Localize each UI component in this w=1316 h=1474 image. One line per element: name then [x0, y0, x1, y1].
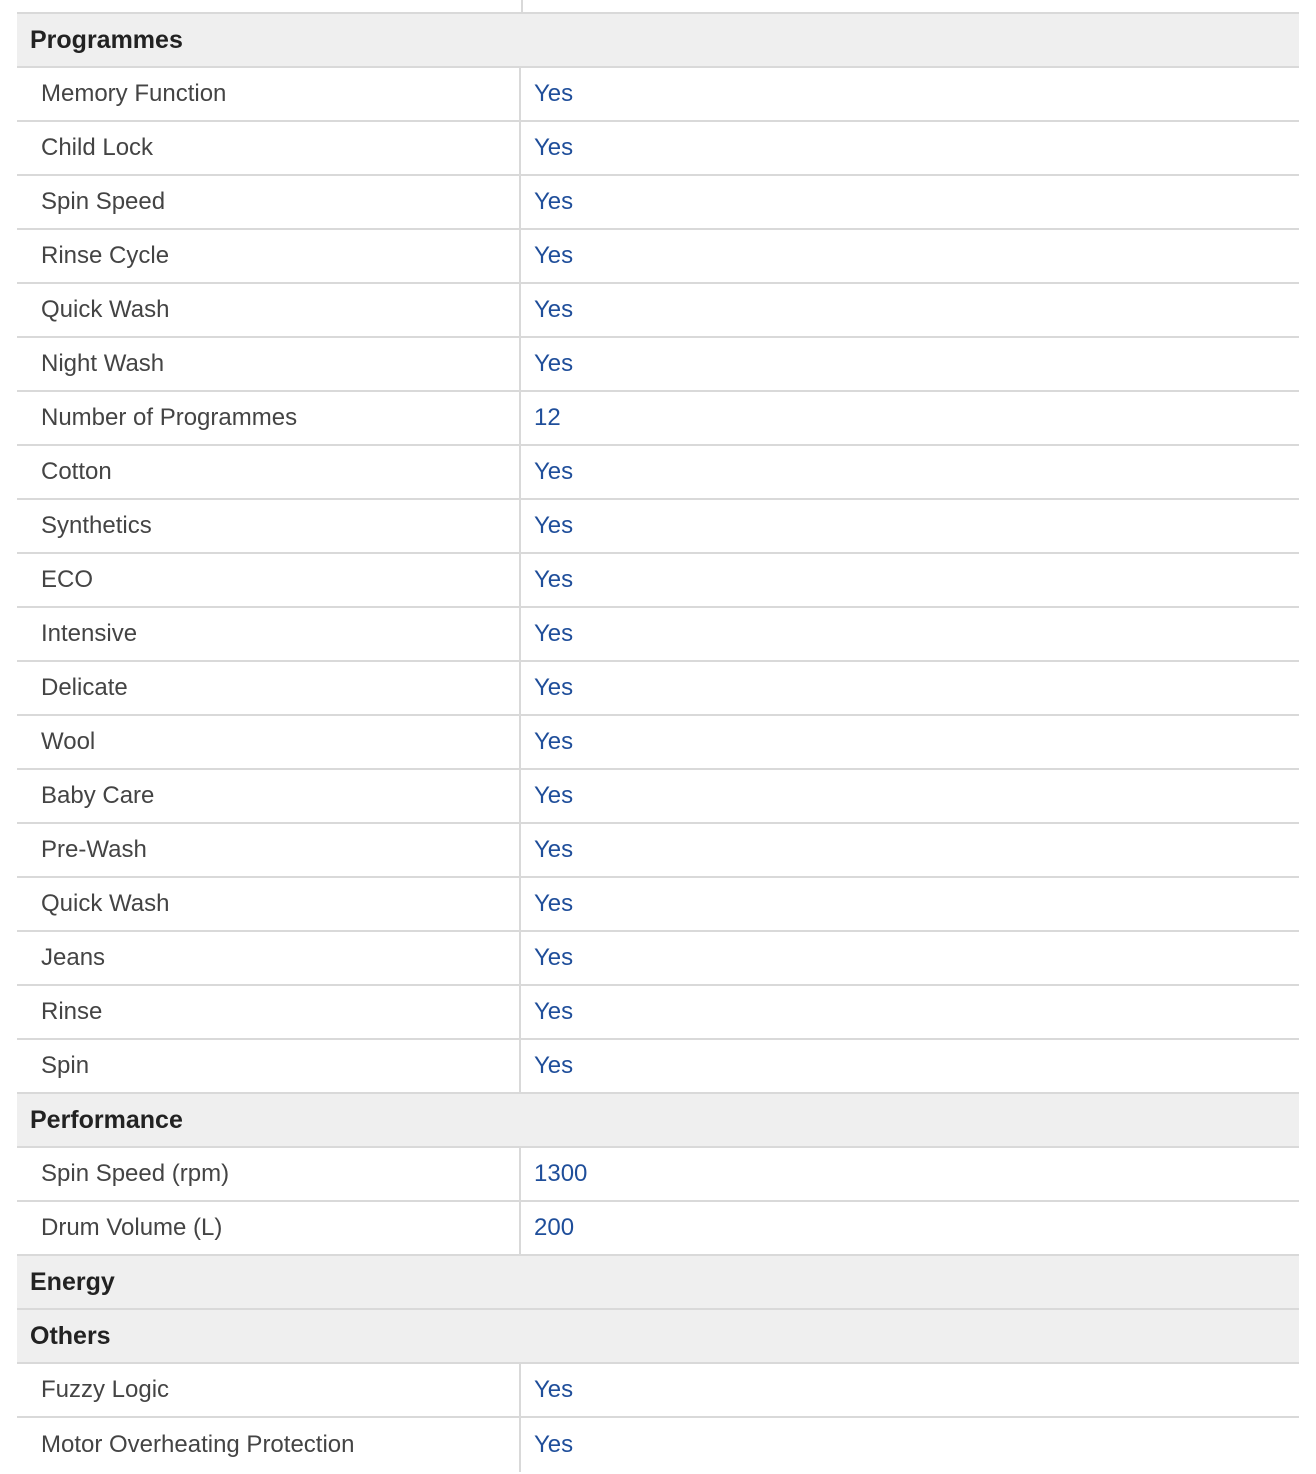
spec-row [17, 986, 1299, 1040]
spec-value: Yes [534, 1052, 574, 1079]
spec-value: Yes [534, 674, 574, 701]
spec-label: Cotton [17, 446, 521, 498]
spec-label: Child Lock [17, 122, 521, 174]
section-header: Energy [17, 1256, 1299, 1310]
spec-value: Yes [534, 620, 574, 647]
spec-value: Yes [534, 1431, 574, 1458]
spec-label: Intensive [17, 608, 521, 660]
spec-row [17, 1418, 1299, 1472]
spec-value: Yes [534, 782, 574, 809]
spec-row [17, 284, 1299, 338]
spec-row [17, 716, 1299, 770]
spec-row [17, 1040, 1299, 1094]
spec-label: Baby Care [17, 770, 521, 822]
spec-row [17, 608, 1299, 662]
spec-row [17, 932, 1299, 986]
spec-label: Night Wash [17, 338, 521, 390]
spec-label: Jeans [17, 932, 521, 984]
spec-value: Yes [534, 242, 574, 269]
section-header: Programmes [17, 14, 1299, 68]
spec-value: Yes [534, 836, 574, 863]
column-divider [521, 0, 523, 12]
table-top-edge [17, 0, 1299, 14]
spec-row [17, 176, 1299, 230]
spec-row [17, 1364, 1299, 1418]
spec-value: Yes [534, 890, 574, 917]
spec-value: 12 [534, 404, 561, 431]
spec-row [17, 338, 1299, 392]
spec-row [17, 230, 1299, 284]
spec-sections [17, 14, 1299, 1472]
spec-label: Wool [17, 716, 521, 768]
spec-label: Spin Speed (rpm) [17, 1148, 521, 1200]
spec-label: Number of Programmes [17, 392, 521, 444]
spec-value: Yes [534, 350, 574, 377]
spec-value: Yes [534, 188, 574, 215]
spec-label: Quick Wash [17, 284, 521, 336]
spec-row [17, 122, 1299, 176]
spec-value: Yes [534, 566, 574, 593]
section-header: Performance [17, 1094, 1299, 1148]
spec-row [17, 824, 1299, 878]
spec-label: Fuzzy Logic [17, 1364, 521, 1416]
spec-value: Yes [534, 296, 574, 323]
spec-row [17, 392, 1299, 446]
spec-label: Synthetics [17, 500, 521, 552]
spec-value: 1300 [534, 1160, 588, 1187]
spec-value: 200 [534, 1214, 575, 1241]
spec-label: Memory Function [17, 68, 521, 120]
spec-row [17, 68, 1299, 122]
spec-value: Yes [534, 944, 574, 971]
spec-row [17, 770, 1299, 824]
spec-row [17, 662, 1299, 716]
spec-row [17, 1148, 1299, 1202]
spec-label: Drum Volume (L) [17, 1202, 521, 1254]
spec-value: Yes [534, 134, 574, 161]
spec-value: Yes [534, 458, 574, 485]
spec-row [17, 1202, 1299, 1256]
spec-value: Yes [534, 1376, 574, 1403]
spec-row [17, 554, 1299, 608]
spec-label: Rinse Cycle [17, 230, 521, 282]
spec-value: Yes [534, 728, 574, 755]
spec-label: Pre-Wash [17, 824, 521, 876]
spec-row [17, 446, 1299, 500]
spec-label: Rinse [17, 986, 521, 1038]
spec-label: Spin [17, 1040, 521, 1092]
spec-value: Yes [534, 80, 574, 107]
spec-label: Motor Overheating Protection [17, 1418, 521, 1472]
spec-label: ECO [17, 554, 521, 606]
spec-value: Yes [534, 998, 574, 1025]
spec-value: Yes [534, 512, 574, 539]
spec-row [17, 500, 1299, 554]
spec-label: Quick Wash [17, 878, 521, 930]
spec-label: Spin Speed [17, 176, 521, 228]
spec-row [17, 878, 1299, 932]
section-header: Others [17, 1310, 1299, 1364]
spec-label: Delicate [17, 662, 521, 714]
spec-table [17, 0, 1299, 1472]
